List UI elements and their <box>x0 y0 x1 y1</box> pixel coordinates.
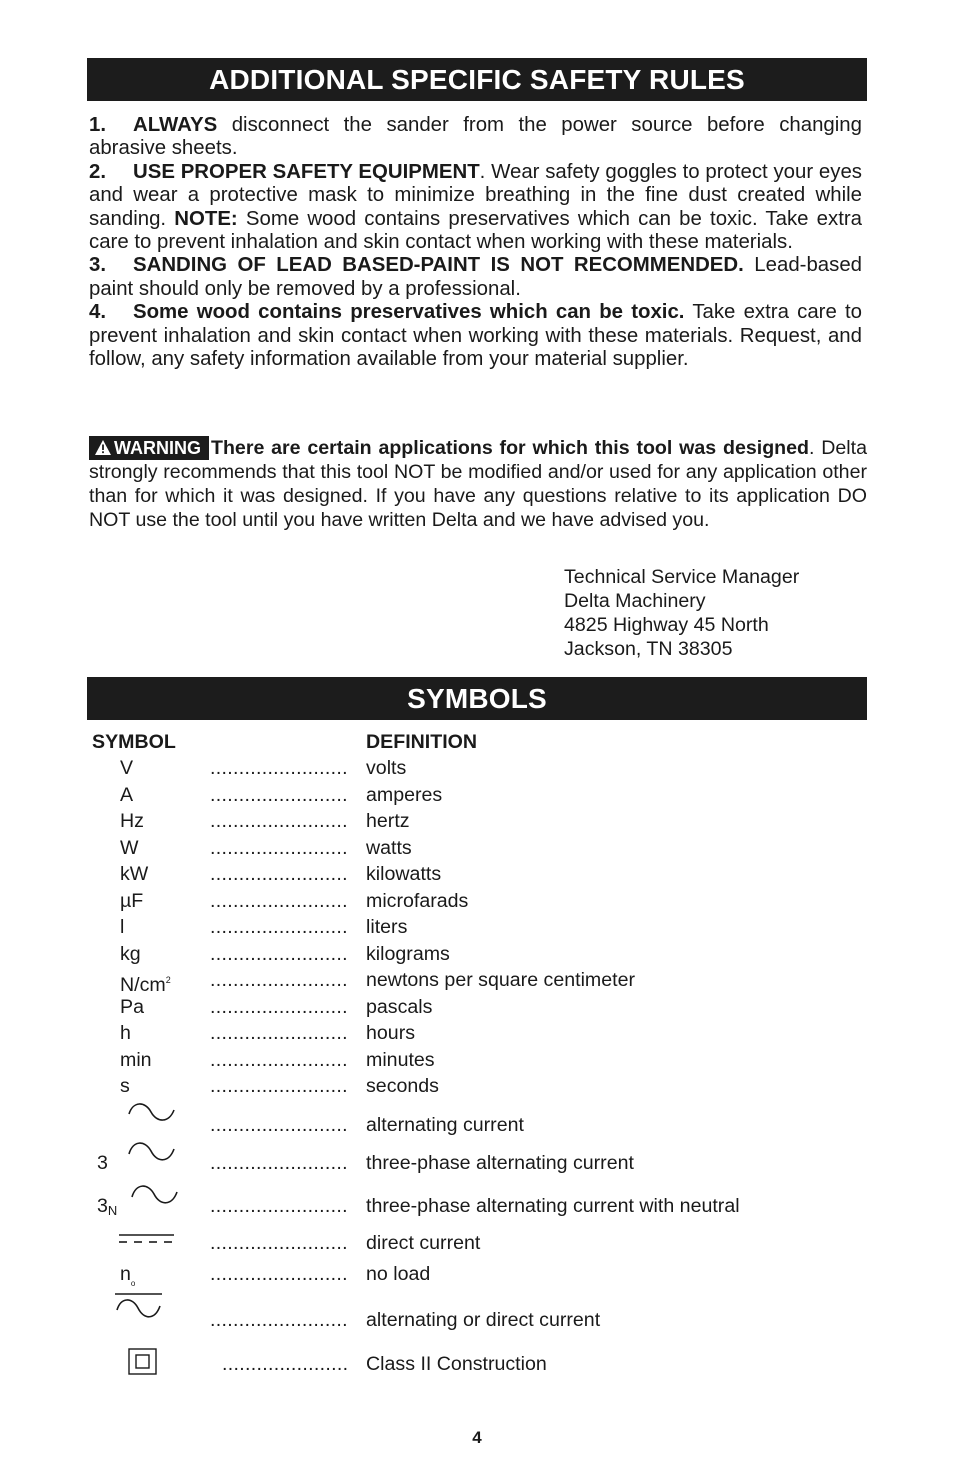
column-header-definition: DEFINITION <box>366 731 478 753</box>
symbol-row: A ........................ amperes <box>120 784 443 806</box>
symbol-row: l ........................ liters <box>120 916 408 938</box>
address-line: Technical Service Manager <box>564 566 800 588</box>
section-title-symbols: SYMBOLS <box>87 677 867 720</box>
symbol-row: $N/cm^2$ ........................ newtons per square centimeter <box>120 969 636 996</box>
rule-2: 2. USE PROPER SAFETY EQUIPMENT. Wear safety goggles to protect your eyes and wear a protective mask to minimize breathing in the fine dust created while sanding. NOTE: Some wood contains preservatives which can be toxic. Take extra care to prevent inhalation and skin contact when working with these materials. <box>89 160 863 254</box>
section-title-safety-rules: ADDITIONAL SPECIFIC SAFETY RULES <box>87 58 867 101</box>
symbol-row: kg ........................ kilograms <box>120 943 450 965</box>
rule-4: 4. Some wood contains preservatives which can be toxic. Take extra care to prevent inhalation and skin contact when working with these materials. Request, and follow, any safety information available from your material supplier. <box>89 301 862 371</box>
address-line: Delta Machinery <box>564 590 706 612</box>
symbol-row: h ........................ hours <box>120 1022 416 1044</box>
symbol-row: ...................... Class II Construction <box>222 1353 547 1375</box>
address-line: 4825 Highway 45 North <box>564 614 769 636</box>
symbol-row: 3 ........................ three-phase alternating current <box>97 1152 634 1174</box>
no-load-icon: $n_o$ <box>120 1263 136 1288</box>
symbol-row: W ........................ watts <box>120 837 412 859</box>
rule-1: 1. ALWAYS disconnect the sander from the power source before changing abrasive sheets. <box>89 114 862 160</box>
symbol-row: Pa ........................ pascals <box>120 996 433 1018</box>
warning-badge: WARNING <box>89 436 209 460</box>
page-number: 4 <box>472 1428 482 1447</box>
symbol-row: ........................ alternating or direct current <box>210 1309 601 1331</box>
symbol-row: s ........................ seconds <box>120 1075 439 1097</box>
symbol-row: min ........................ minutes <box>120 1049 435 1071</box>
address-line: Jackson, TN 38305 <box>564 638 733 660</box>
warning-triangle-icon <box>95 440 111 455</box>
address-block <box>564 565 799 661</box>
symbol-row: kW ........................ kilowatts <box>120 863 442 885</box>
symbol-row: V ........................ volts <box>120 757 407 779</box>
rule-3: 3. SANDING OF LEAD BASED-PAINT IS NOT RECOMMENDED. Lead-based paint should only be removed by a professional. <box>89 254 863 300</box>
symbol-row: µF ........................ microfarads <box>120 890 469 912</box>
column-header-symbol: SYMBOL <box>92 731 176 753</box>
warning-paragraph: WARNING There are certain applications for which this tool was designed. Delta strongly recommends that this tool NOT be modified and/or used for any application other than for which it was designed. If you have any questions relative to its application DO NOT use the tool until you have written Delta and we have advised you. <box>89 437 867 531</box>
symbol-row: ........................ direct current <box>210 1232 481 1254</box>
symbol-row: ........................ alternating current <box>210 1114 524 1136</box>
symbol-row: Hz ........................ hertz <box>120 810 410 832</box>
symbol-row: $3_N$ ........................ three-phase alternating current with neutral <box>97 1195 740 1218</box>
symbol-row: $n_o$ ........................ no load <box>0 1261 954 1287</box>
safety-rules-list <box>89 114 862 371</box>
